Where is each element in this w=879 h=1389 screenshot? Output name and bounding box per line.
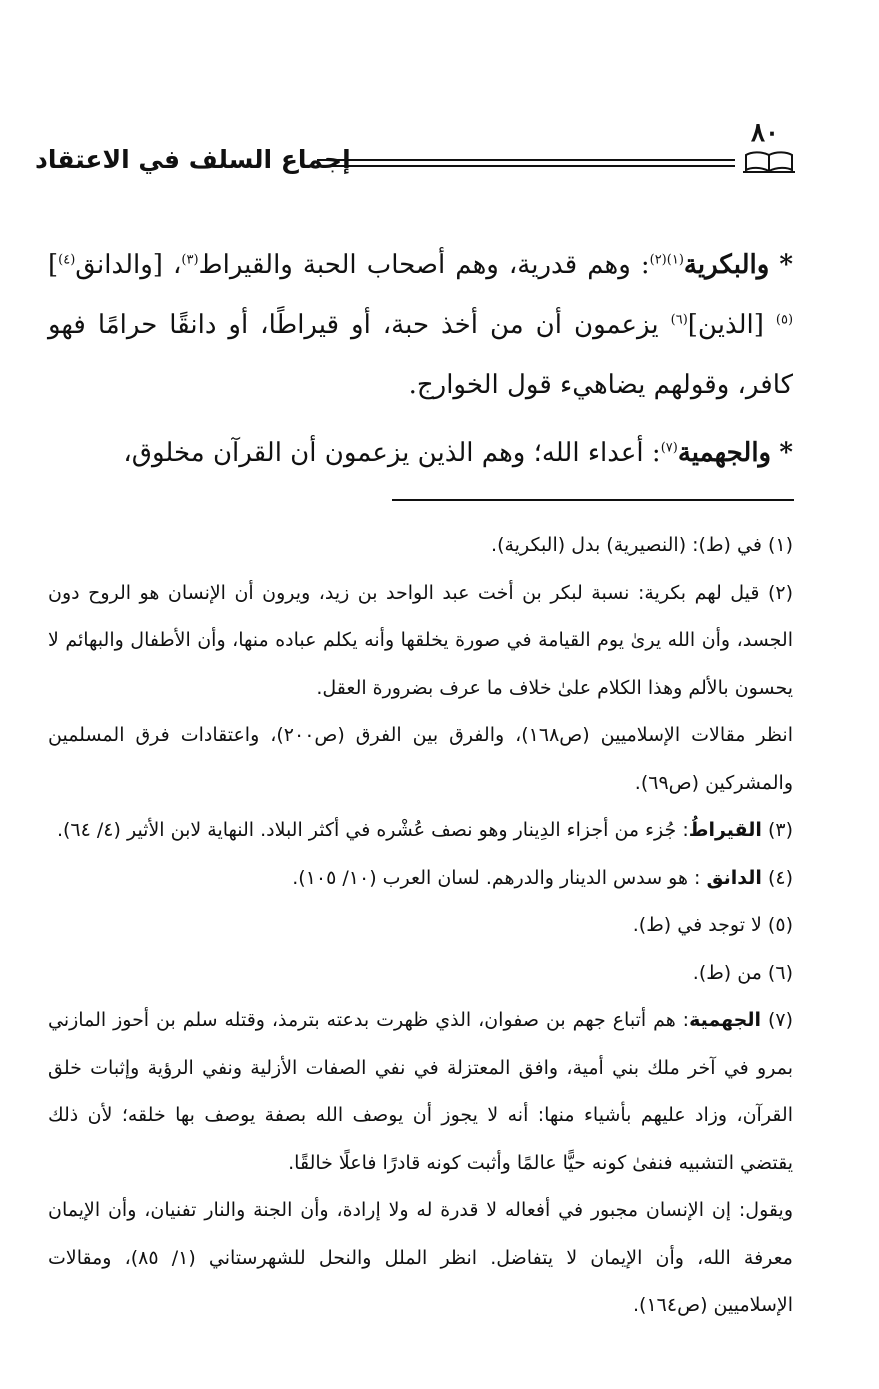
footnote-text: : هو سدس الدينار والدرهم. لسان العرب (١٠/ ١٠٥). [292,866,707,889]
footnote-number: (٣) [767,819,793,841]
footnotes [48,522,793,1330]
footnote-ref: (١)(٢) [649,252,684,268]
header-double-rule [317,159,735,167]
footnote-text: : هم أتباع جهم بن صفوان، الذي ظهرت بدعته بترمذ، وقتله سلم بن أحوز المازني بمرو في آخر ملك بني أمية، وافق المعتزلة في نفي الصفات الأزلية ونفي الرؤية وإثبات خلق القرآن، وزاد عليهم بأشياء منها: أنه لا يجوز أن يوصف الله بصفة يوصف بها خلقه؛ لأن ذلك يقتضي التشبيه فنفىٰ كونه حيًّا عالمًا وأثبت كونه قادرًا فاعلًا خالقًا. [48,1009,793,1174]
footnote-3 [48,807,793,855]
open-book-icon [743,151,795,173]
footnote-text: : جُزء من أجزاء الدِينار وهو نصف عُشْره في أكثر البلاد. النهاية لابن الأثير (٤/ ٦٤). [56,819,689,841]
body-text: : وهم قدرية، وهم أصحاب الحبة والقيراط [198,250,650,280]
footnote-term: الجهمية [689,1009,761,1031]
page-number: ٨٠ [751,118,779,148]
body-text: ] [48,250,59,280]
footnote-ref: (٦) [670,312,688,328]
main-text [48,235,793,483]
footnote-5: (٥) لا توجد في (ط). [632,914,793,936]
footnote-number: (٧) [767,1009,793,1031]
footnote-ref: (٤) [58,252,76,268]
body-text: يزعمون أن من أخذ حبة، أو قيراطًا، أو دانقًا حرامًا فهو كافر، وقولهم يضاهيء قول الخوارج. [48,310,793,400]
bullet-star: * [779,250,794,280]
footnote-term: الدانق [706,866,762,889]
paragraph-bakriyya [48,235,793,415]
footnote-4 [48,855,793,903]
bullet-star: * [779,438,793,468]
footnote-ref: (٣) [181,252,199,268]
term-bakriyya: والبكرية [683,250,770,280]
footnote-2: (٢) قيل لهم بكرية: نسبة لبكر بن أخت عبد الواحد بن زيد، ويرون أن الإنسان هو الروح دون الجسد، وأن الله يرىٰ يوم القيامة في صورة يخلقها وأنه يكلم عباده منها، وأن الأطفال والبهائم لا يحسون بالألم وهذا الكلام علىٰ خلاف ما عرف بضرورة العقل. [48,581,793,699]
footnote-7 [48,997,793,1187]
footnote-divider [392,499,794,501]
footnote-number: (٤) [767,866,793,889]
footnote-7-continued: ويقول: إن الإنسان مجبور في أفعاله لا قدرة له ولا إرادة، وأن الجنة والنار تفنيان، وأن الإيمان معرفة الله، وأن الإيمان لا يتفاضل. انظر الملل والنحل للشهرستاني (١/ ٨٥)، ومقالات الإسلاميين (ص١٦٤). [48,1199,793,1316]
body-text: [الذين] [687,310,776,340]
paragraph-jahmiyya [48,423,793,483]
footnote-term: القيراطُ [688,819,762,841]
footnote-6: (٦) من (ط). [692,961,793,984]
footnote-1: (١) في (ط): (النصيرية) بدل (البكرية). [491,534,793,556]
running-header [35,145,795,181]
body-text: ، [والدانق [75,250,182,280]
term-jahmiyya: والجهمية [677,438,772,468]
body-text: : أعداء الله؛ وهم الذين يزعمون أن القرآن مخلوق، [123,438,661,468]
footnote-ref: (٧) [660,440,678,456]
header-title: إجماع السلف في الاعتقاد [35,145,351,174]
footnote-2-references: انظر مقالات الإسلاميين (ص١٦٨)، والفرق بين الفرق (ص٢٠٠)، واعتقادات فرق المسلمين والمشركين (ص٦٩). [48,724,793,794]
footnote-ref: (٥) [775,312,794,328]
